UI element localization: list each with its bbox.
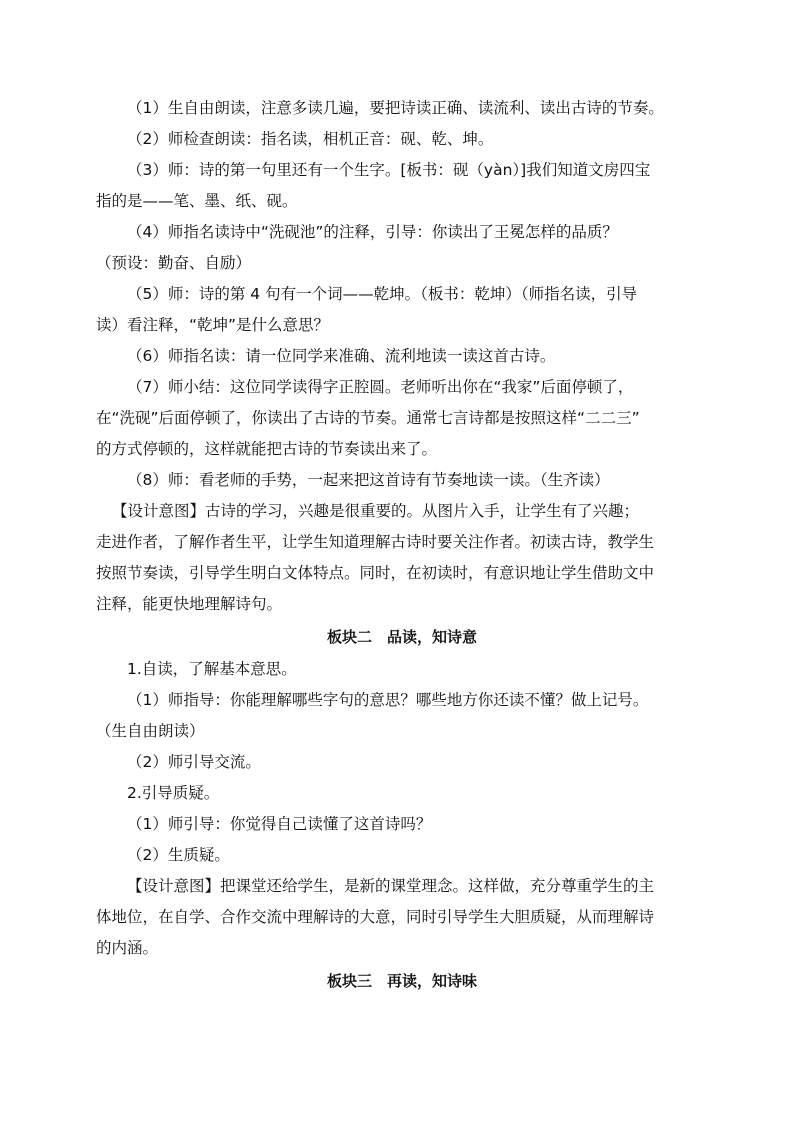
paragraph-line: （预设：勤奋、自励） xyxy=(96,254,252,272)
paragraph-line: 在“洗砚”后面停顿了，你读出了古诗的节奏。通常七言诗都是按照这样“二二三” xyxy=(96,409,640,427)
paragraph-line: 走进作者，了解作者生平，让学生知道理解古诗时要关注作者。初读古诗，教学生 xyxy=(96,533,655,551)
section-heading: 板块二 品读，知诗意 xyxy=(326,628,477,646)
paragraph-line: 1.自读，了解基本意思。 xyxy=(127,660,297,678)
paragraph-line: 按照节奏读，引导学生明白文体特点。同时，在初读时，有意识地让学生借助文中 xyxy=(96,564,655,582)
paragraph-line: 【设计意图】把课堂还给学生，是新的课堂理念。这样做，充分尊重学生的主 xyxy=(127,877,655,895)
paragraph-line: （3）师：诗的第一句里还有一个生字。[板书：砚（yàn）]我们知道文房四宝 xyxy=(127,161,651,179)
paragraph-line: （2）师引导交流。 xyxy=(127,753,261,771)
paragraph-line: （1）师引导：你觉得自己读懂了这首诗吗？ xyxy=(127,815,432,833)
paragraph-line: （2）师检查朗读：指名读，相机正音：砚、乾、坤。 xyxy=(127,130,494,148)
document-body xyxy=(96,93,708,998)
paragraph-line: （1）师指导：你能理解哪些字句的意思？哪些地方你还读不懂？做上记号。 xyxy=(127,691,649,709)
paragraph-line: 读）看注释，“乾坤”是什么意思？ xyxy=(96,316,330,334)
paragraph-line: （1）生自由朗读，注意多读几遍，要把诗读正确、读流利、读出古诗的节奏。 xyxy=(127,99,664,117)
paragraph-line: （6）师指名读：请一位同学来准确、流利地读一读这首古诗。 xyxy=(127,347,556,365)
paragraph-line: （4）师指名读诗中“洗砚池”的注释，引导：你读出了王冕怎样的品质？ xyxy=(127,223,618,241)
paragraph-line: 的内涵。 xyxy=(96,939,159,957)
section-heading: 板块三 再读，知诗味 xyxy=(326,972,477,990)
paragraph-line: （7）师小结：这位同学读得字正腔圆。老师听出你在“我家”后面停顿了， xyxy=(127,378,634,396)
paragraph-line: （8）师：看老师的手势，一起来把这首诗有节奏地读一读。（生齐读） xyxy=(127,471,610,489)
paragraph-line: （生自由朗读） xyxy=(96,722,205,740)
paragraph-line: （5）师：诗的第 4 句有一个词——乾坤。（板书：乾坤）（师指名读，引导 xyxy=(127,285,638,303)
paragraph-line: 注释，能更快地理解诗句。 xyxy=(96,595,283,613)
paragraph-line: 【设计意图】古诗的学习，兴趣是很重要的。从图片入手，让学生有了兴趣； xyxy=(112,502,640,520)
paragraph-line: 体地位，在自学、合作交流中理解诗的大意，同时引导学生大胆质疑，从而理解诗 xyxy=(96,908,655,926)
paragraph-line: 指的是——笔、墨、纸、砚。 xyxy=(96,192,298,210)
paragraph-line: 的方式停顿的，这样就能把古诗的节奏读出来了。 xyxy=(96,440,438,458)
paragraph-line: （2）生质疑。 xyxy=(127,846,230,864)
paragraph-line: 2.引导质疑。 xyxy=(127,784,220,802)
